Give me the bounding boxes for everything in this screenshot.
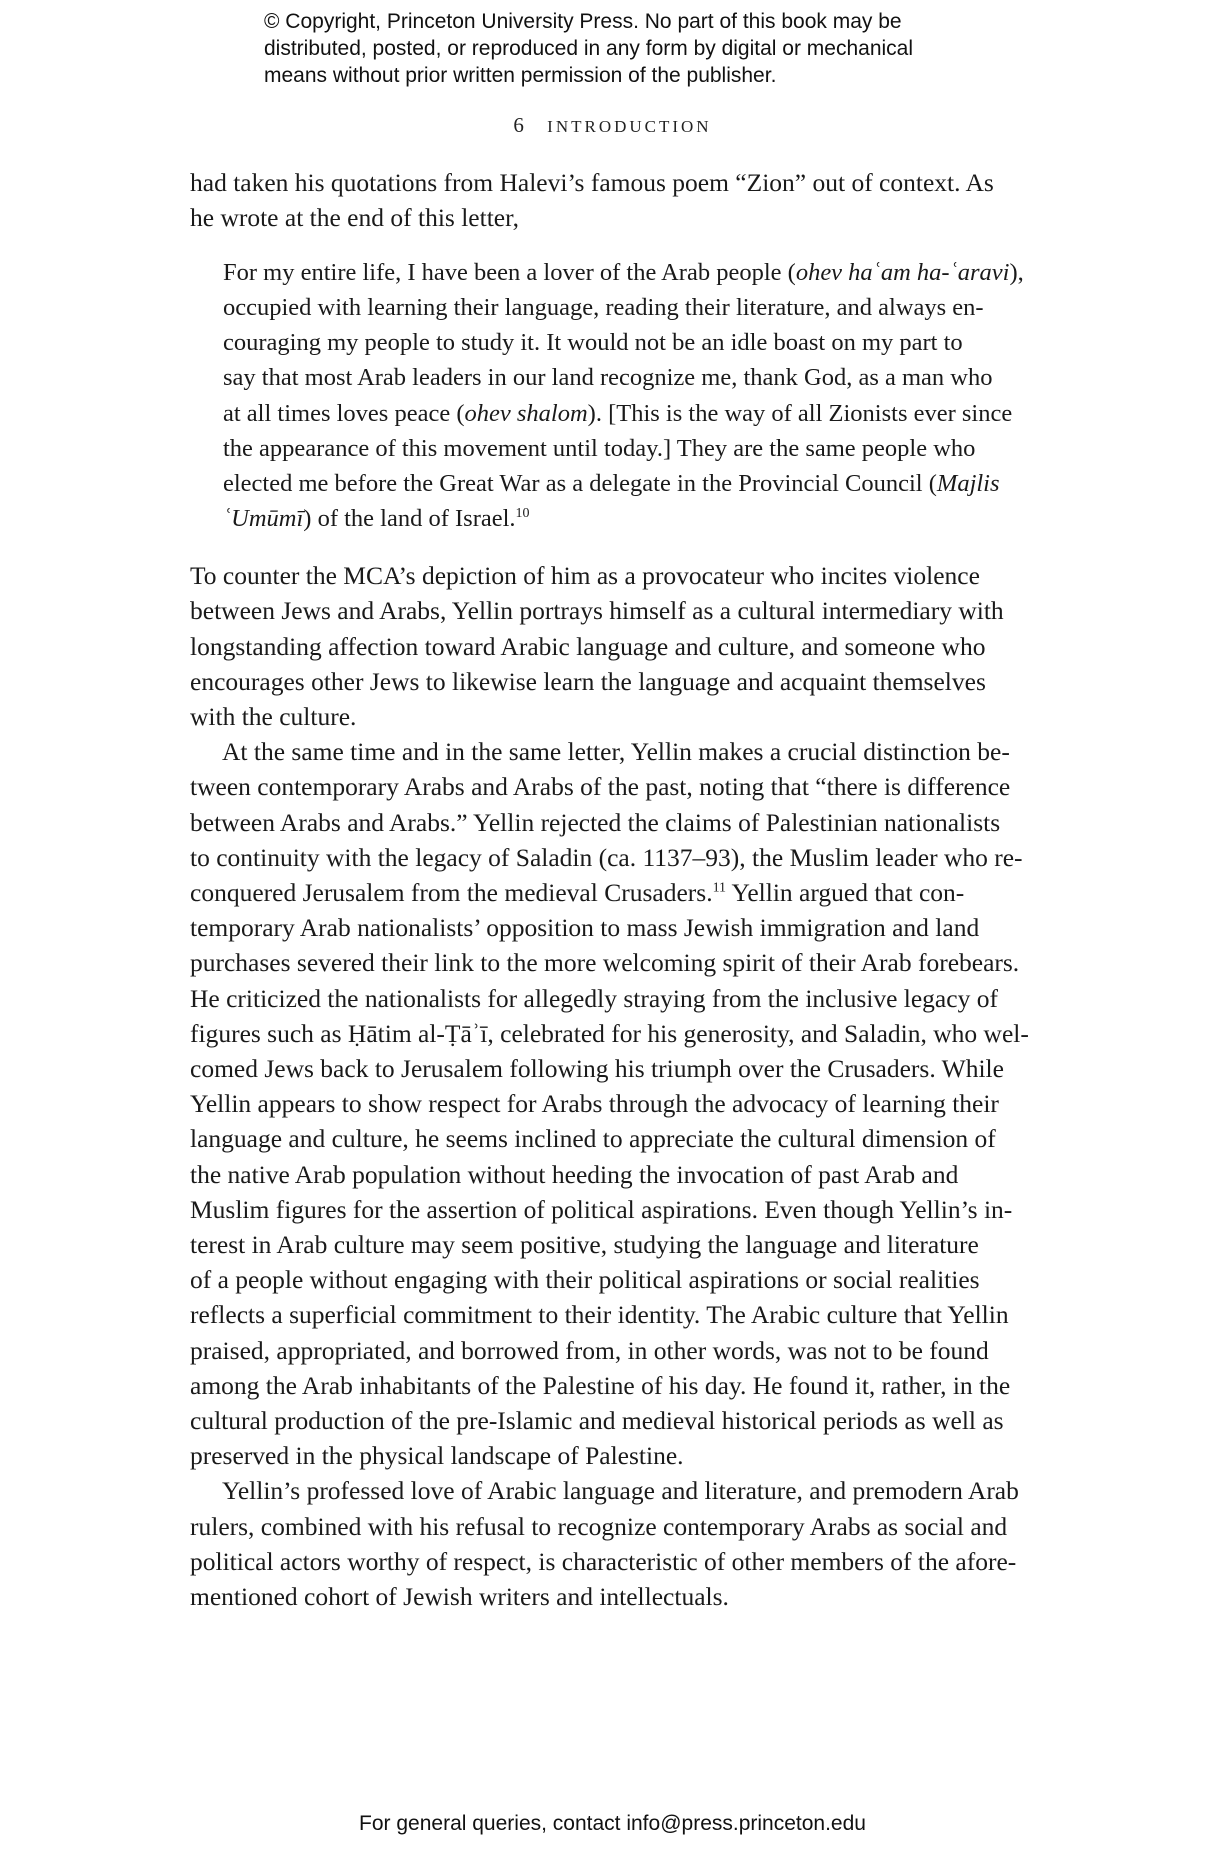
text-line: between Arabs and Arabs.” Yellin rejected the claims of Palestinian nationalists bbox=[190, 808, 1001, 837]
text-line: comed Jews back to Jerusalem following his triumph over the Crusaders. While bbox=[190, 1054, 1004, 1083]
copyright-line: © Copyright, Princeton University Press. No part of this book may be bbox=[264, 10, 902, 33]
text-line: to continuity with the legacy of Saladin (ca. 1137–93), the Muslim leader who re- bbox=[190, 843, 1023, 872]
text-line: language and culture, he seems inclined to appreciate the cultural dimension of bbox=[190, 1124, 996, 1153]
quote-line: occupied with learning their language, reading their literature, and always en- bbox=[223, 294, 984, 321]
text-line: encourages other Jews to likewise learn the language and acquaint themselves bbox=[190, 667, 986, 696]
line-text: Yellin argued that con- bbox=[726, 878, 965, 907]
text-line: the native Arab population without heeding the invocation of past Arab and bbox=[190, 1160, 959, 1189]
quote-line: the appearance of this movement until today.] They are the same people who bbox=[223, 435, 976, 462]
footnote-marker[interactable]: 10 bbox=[515, 505, 530, 521]
page-number: 6 bbox=[513, 113, 524, 137]
text-line: had taken his quotations from Halevi’s famous poem “Zion” out of context. As bbox=[190, 168, 994, 197]
italic-term: ohev haʿam ha-ʿaravi bbox=[795, 259, 1010, 286]
copyright-line: means without prior written permission of the publisher. bbox=[264, 64, 777, 87]
copyright-notice bbox=[264, 8, 1024, 89]
text-line: purchases severed their link to the more welcoming spirit of their Arab forebears. bbox=[190, 948, 1020, 977]
line-text: conquered Jerusalem from the medieval Crusaders. bbox=[190, 878, 713, 907]
running-head bbox=[0, 112, 1225, 139]
text-line: cultural production of the pre-Islamic and medieval historical periods as well as bbox=[190, 1406, 1004, 1435]
quote-text: elected me before the Great War as a delegate in the Provincial Council ( bbox=[223, 470, 937, 497]
italic-term: ohev shalom bbox=[464, 400, 588, 427]
text-line: Yellin appears to show respect for Arabs through the advocacy of learning their bbox=[190, 1089, 999, 1118]
text-line: with the culture. bbox=[190, 702, 357, 731]
copyright-line: distributed, posted, or reproduced in any form by digital or mechanical bbox=[264, 37, 914, 60]
quote-line: couraging my people to study it. It would not be an idle boast on my part to bbox=[223, 329, 963, 356]
text-line bbox=[190, 878, 964, 908]
italic-term: Majlis bbox=[936, 470, 1000, 497]
text-line: reflects a superficial commitment to their identity. The Arabic culture that Yellin bbox=[190, 1300, 1009, 1329]
footnote-marker[interactable]: 11 bbox=[712, 880, 727, 896]
text-line: mentioned cohort of Jewish writers and intellectuals. bbox=[190, 1582, 729, 1611]
footer-contact: For general queries, contact info@press.princeton.edu bbox=[359, 1812, 866, 1835]
text-line: tween contemporary Arabs and Arabs of the past, noting that “there is difference bbox=[190, 772, 1011, 801]
text-line: between Jews and Arabs, Yellin portrays himself as a cultural intermediary with bbox=[190, 596, 1004, 625]
text-line: preserved in the physical landscape of Palestine. bbox=[190, 1441, 684, 1470]
text-line: he wrote at the end of this letter, bbox=[190, 203, 519, 232]
text-line: Yellin’s professed love of Arabic language and literature, and premodern Arab bbox=[222, 1476, 1019, 1505]
text-line: figures such as Ḥātim al-Ṭāʾī, celebrated for his generosity, and Saladin, who wel- bbox=[190, 1019, 1029, 1048]
quote-line: say that most Arab leaders in our land recognize me, thank God, as a man who bbox=[223, 364, 993, 391]
quote-text: ) of the land of Israel. bbox=[303, 505, 516, 532]
italic-term: ʿUmūmī bbox=[223, 505, 304, 532]
text-line: longstanding affection toward Arabic language and culture, and someone who bbox=[190, 632, 986, 661]
quote-line bbox=[223, 259, 1024, 287]
text-line: among the Arab inhabitants of the Palestine of his day. He found it, rather, in the bbox=[190, 1371, 1011, 1400]
text-line: At the same time and in the same letter, Yellin makes a crucial distinction be- bbox=[222, 737, 1010, 766]
text-line: rulers, combined with his refusal to recognize contemporary Arabs as social and bbox=[190, 1512, 1008, 1541]
text-line: temporary Arab nationalists’ opposition to mass Jewish immigration and land bbox=[190, 913, 980, 942]
text-line: To counter the MCA’s depiction of him as a provocateur who incites violence bbox=[190, 561, 980, 590]
quote-text: For my entire life, I have been a lover of the Arab people ( bbox=[223, 259, 796, 286]
quote-line bbox=[223, 505, 530, 533]
text-line: He criticized the nationalists for allegedly straying from the inclusive legacy of bbox=[190, 984, 998, 1013]
quote-line bbox=[223, 470, 1000, 498]
quote-text: ). [This is the way of all Zionists ever since bbox=[587, 400, 1013, 427]
text-line: of a people without engaging with their political aspirations or social realities bbox=[190, 1265, 980, 1294]
running-title: introduction bbox=[547, 112, 712, 138]
quote-text: at all times loves peace ( bbox=[223, 400, 465, 427]
text-line: terest in Arab culture may seem positive, studying the language and literature bbox=[190, 1230, 979, 1259]
text-line: praised, appropriated, and borrowed from, in other words, was not to be found bbox=[190, 1336, 989, 1365]
text-line: political actors worthy of respect, is characteristic of other members of the afore- bbox=[190, 1547, 1017, 1576]
quote-line bbox=[223, 400, 1012, 428]
text-line: Muslim figures for the assertion of political aspirations. Even though Yellin’s in- bbox=[190, 1195, 1013, 1224]
quote-text: ), bbox=[1009, 259, 1024, 286]
